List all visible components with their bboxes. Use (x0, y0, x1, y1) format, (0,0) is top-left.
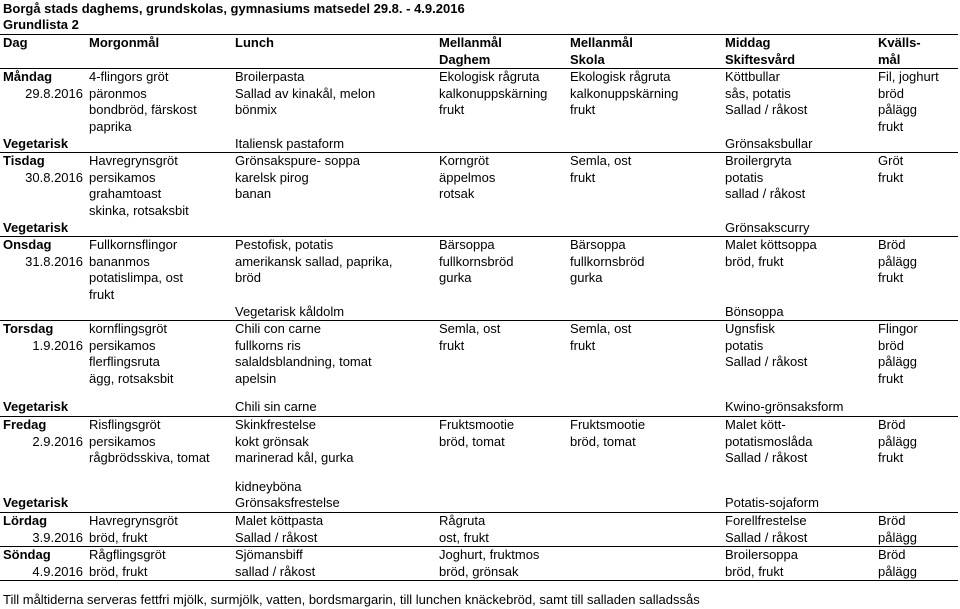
menu-cell (875, 304, 958, 321)
day-cell (0, 203, 86, 220)
menu-cell: frukt (570, 337, 596, 353)
menu-cell: päronmos (89, 85, 147, 101)
menu-cell: bondbröd, färskost (89, 102, 197, 118)
menu-cell: Malet kött- (722, 417, 875, 434)
menu-cell (567, 304, 722, 321)
header-mellanmal-skola: Mellanmål (567, 35, 722, 52)
menu-cell: bröd, frukt (89, 529, 148, 545)
day-cell: 30.8.2016 (25, 169, 83, 185)
menu-row (0, 338, 958, 355)
day-cell: Vegetarisk (3, 399, 69, 415)
menu-cell: frukt (878, 450, 904, 466)
menu-cell (436, 203, 567, 220)
menu-cell: Ekologisk rågruta (436, 69, 567, 86)
menu-cell (86, 479, 232, 496)
menu-cell: Rågruta (436, 513, 567, 530)
menu-row (0, 547, 958, 564)
menu-cell (567, 119, 722, 136)
menu-cell (722, 287, 875, 304)
menu-cell: Forellfrestelse (722, 513, 875, 530)
menu-cell: bönmix (235, 102, 277, 118)
spacer-row (0, 467, 958, 479)
day-cell: Söndag (0, 547, 86, 564)
menu-cell: grahamtoast (89, 186, 162, 202)
menu-cell (722, 119, 875, 136)
day-cell: 29.8.2016 (25, 85, 83, 101)
header-mal: mål (878, 51, 901, 67)
menu-cell: Pestofisk, potatis (232, 237, 436, 254)
menu-cell: Malet köttsoppa (722, 237, 875, 254)
menu-cell: pålägg (875, 564, 958, 581)
menu-row (0, 136, 958, 153)
menu-cell: Bröd (875, 547, 958, 564)
menu-cell: pålägg (878, 529, 918, 545)
header-kvall: Kvälls- (875, 35, 958, 52)
menu-cell: Grönsakscurry (725, 219, 810, 235)
menu-cell (567, 450, 722, 467)
menu-cell: kidneyböna (235, 478, 302, 494)
menu-row (0, 371, 958, 388)
menu-cell: frukt (439, 337, 465, 353)
menu-row (0, 102, 958, 119)
menu-cell: Bröd (875, 513, 958, 530)
menu-cell: apelsin (235, 370, 277, 386)
menu-cell (722, 479, 875, 496)
menu-cell: Köttbullar (722, 69, 875, 86)
menu-cell (436, 371, 567, 388)
menu-cell: bröd, frukt (725, 253, 784, 269)
day-cell: Onsdag (0, 237, 86, 254)
menu-cell: kalkonuppskärning (439, 85, 548, 101)
menu-cell: persikamos (89, 169, 156, 185)
day-cell (0, 354, 86, 371)
menu-cell (567, 186, 722, 203)
menu-cell: Italiensk pastaform (235, 135, 345, 151)
day-cell: 31.8.2016 (25, 253, 83, 269)
menu-cell: Broilerpasta (232, 69, 436, 86)
menu-cell (875, 186, 958, 203)
menu-cell: pålägg (878, 354, 918, 370)
menu-cell: persikamos (89, 337, 156, 353)
menu-cell: flerflingsruta (89, 354, 160, 370)
menu-row (0, 321, 958, 338)
day-cell: 2.9.2016 (32, 433, 83, 449)
menu-row (0, 479, 958, 496)
menu-cell: fullkorns ris (235, 337, 301, 353)
menu-row (0, 399, 958, 416)
menu-cell: Havregrynsgröt (86, 153, 232, 170)
menu-cell: Broilergryta (722, 153, 875, 170)
menu-cell: frukt (878, 169, 904, 185)
menu-cell (567, 479, 722, 496)
menu-row (0, 270, 958, 287)
menu-cell (436, 354, 567, 371)
day-cell: Tisdag (0, 153, 86, 170)
menu-cell (722, 371, 875, 388)
day-cell: Vegetarisk (3, 495, 69, 511)
day-cell: Lördag (0, 513, 86, 530)
menu-cell: frukt (89, 286, 115, 302)
menu-cell (86, 304, 232, 321)
header-lunch: Lunch (232, 35, 436, 52)
menu-cell: skinka, rotsaksbit (89, 202, 189, 218)
spacer-row (0, 387, 958, 399)
menu-cell: 4-flingors gröt (86, 69, 232, 86)
menu-cell: Bärsoppa (436, 237, 567, 254)
menu-cell: Joghurt, fruktmos (436, 547, 567, 564)
menu-cell: frukt (570, 102, 596, 118)
menu-cell: Grönsaksfrestelse (235, 495, 340, 511)
menu-cell: Sallad / råkost (725, 450, 808, 466)
menu-cell (436, 287, 567, 304)
menu-cell: karelsk pirog (235, 169, 309, 185)
menu-cell: Sjömansbiff (232, 547, 436, 564)
day-cell: 4.9.2016 (0, 564, 86, 581)
menu-cell: Semla, ost (567, 153, 722, 170)
header-mellanmal-daghem: Mellanmål (436, 35, 567, 52)
day-cell (0, 102, 86, 119)
day-cell (0, 450, 86, 467)
menu-row (0, 186, 958, 203)
menu-cell: Skinkfrestelse (232, 417, 436, 434)
header-daghem: Daghem (439, 51, 491, 67)
day-cell (0, 479, 86, 496)
menu-table (0, 34, 958, 581)
menu-cell (86, 495, 232, 512)
day-cell: 3.9.2016 (32, 529, 83, 545)
menu-cell: bröd, grönsak (436, 564, 567, 581)
menu-cell: fullkornsbröd (439, 253, 514, 269)
menu-cell: paprika (89, 118, 132, 134)
menu-cell (436, 399, 567, 416)
page-subtitle: Grundlista 2 (3, 17, 79, 32)
header-row (0, 35, 958, 52)
menu-cell: Sallad / råkost (235, 529, 318, 545)
day-cell: Vegetarisk (3, 135, 69, 151)
menu-row (0, 170, 958, 187)
menu-cell (875, 203, 958, 220)
menu-cell: Bröd (875, 417, 958, 434)
menu-cell: Sallad / råkost (725, 529, 808, 545)
menu-cell: Bönsoppa (725, 303, 784, 319)
menu-cell: Fil, joghurt (875, 69, 958, 86)
menu-cell: äppelmos (439, 169, 496, 185)
menu-cell: pålägg (878, 102, 918, 118)
menu-cell (436, 119, 567, 136)
day-cell: 1.9.2016 (32, 337, 83, 353)
menu-cell: Bröd (875, 237, 958, 254)
menu-row (0, 530, 958, 547)
menu-cell: rotsak (439, 186, 475, 202)
menu-cell: banan (235, 186, 272, 202)
menu-cell (567, 530, 722, 547)
menu-cell: frukt (439, 102, 465, 118)
menu-cell (436, 495, 567, 512)
day-cell (0, 304, 86, 321)
day-cell (0, 287, 86, 304)
day-cell (0, 119, 86, 136)
menu-row (0, 86, 958, 103)
menu-cell (722, 270, 875, 287)
menu-cell: rågbrödsskiva, tomat (89, 450, 210, 466)
header-dag: Dag (0, 35, 86, 52)
menu-cell: Sallad av kinakål, melon (235, 85, 376, 101)
menu-cell: kalkonuppskärning (570, 85, 679, 101)
menu-cell: sås, potatis (725, 85, 791, 101)
menu-cell (232, 203, 436, 220)
menu-cell: Kwino-grönsaksform (725, 399, 844, 415)
menu-cell: kokt grönsak (235, 433, 309, 449)
menu-cell: ost, frukt (439, 529, 489, 545)
menu-cell (722, 203, 875, 220)
menu-cell: potatislimpa, ost (89, 270, 183, 286)
menu-cell: Ekologisk rågruta (567, 69, 722, 86)
header-morgon: Morgonmål (86, 35, 232, 52)
menu-cell (567, 287, 722, 304)
menu-row (0, 417, 958, 434)
menu-row (0, 434, 958, 451)
menu-cell: Sallad / råkost (725, 102, 808, 118)
menu-cell (567, 495, 722, 512)
menu-cell: Havregrynsgröt (86, 513, 232, 530)
menu-cell (436, 136, 567, 153)
menu-cell: frukt (878, 370, 904, 386)
menu-cell: kornflingsgröt (86, 321, 232, 338)
menu-cell (232, 119, 436, 136)
menu-cell (875, 287, 958, 304)
menu-row (0, 287, 958, 304)
menu-cell (436, 220, 567, 237)
menu-cell (436, 304, 567, 321)
menu-cell: bröd (878, 85, 905, 101)
menu-cell (232, 220, 436, 237)
menu-row (0, 119, 958, 136)
menu-cell: Flingor (875, 321, 958, 338)
menu-cell (86, 220, 232, 237)
menu-cell: fullkornsbröd (570, 253, 645, 269)
menu-cell: persikamos (89, 433, 156, 449)
header-row-2 (0, 52, 958, 69)
menu-cell: potatis (725, 169, 764, 185)
menu-row (0, 203, 958, 220)
menu-cell: Malet köttpasta (232, 513, 436, 530)
header-middag: Middag (722, 35, 875, 52)
menu-row (0, 513, 958, 530)
menu-cell: Potatis-sojaform (725, 495, 819, 511)
menu-cell (86, 399, 232, 416)
menu-cell: sallad / råkost (232, 564, 436, 581)
menu-cell (232, 287, 436, 304)
menu-cell: gurka (570, 270, 603, 286)
menu-cell (567, 203, 722, 220)
menu-cell: Fullkornsflingor (86, 237, 232, 254)
menu-cell: Chili con carne (232, 321, 436, 338)
menu-cell (875, 479, 958, 496)
menu-cell: gurka (439, 270, 472, 286)
menu-cell: Vegetarisk kåldolm (235, 303, 345, 319)
menu-cell (875, 220, 958, 237)
menu-cell: bröd, frukt (722, 564, 875, 581)
menu-row (0, 220, 958, 237)
menu-cell (875, 136, 958, 153)
menu-row (0, 564, 958, 581)
menu-cell: bröd (878, 337, 905, 353)
menu-cell: amerikansk sallad, paprika, (235, 253, 393, 269)
menu-cell: Semla, ost (567, 321, 722, 338)
menu-cell (875, 399, 958, 416)
menu-cell (436, 450, 567, 467)
menu-cell: bananmos (89, 253, 150, 269)
menu-row (0, 69, 958, 86)
menu-cell: potatismoslåda (725, 433, 813, 449)
menu-cell: frukt (878, 270, 904, 286)
header-skiftesvard: Skiftesvård (725, 51, 796, 67)
menu-cell: Bärsoppa (567, 237, 722, 254)
menu-row (0, 495, 958, 512)
menu-cell (567, 513, 722, 530)
menu-cell (436, 479, 567, 496)
menu-row (0, 304, 958, 321)
menu-cell (567, 399, 722, 416)
day-cell: Måndag (0, 69, 86, 86)
menu-cell: Rågflingsgröt (86, 547, 232, 564)
menu-cell (86, 136, 232, 153)
menu-cell: bröd, tomat (439, 433, 505, 449)
menu-cell: marinerad kål, gurka (235, 450, 354, 466)
menu-cell: Semla, ost (436, 321, 567, 338)
menu-cell: potatis (725, 337, 764, 353)
menu-cell: frukt (878, 118, 904, 134)
menu-cell (567, 564, 722, 581)
menu-cell: ägg, rotsaksbit (89, 370, 174, 386)
menu-row (0, 153, 958, 170)
menu-cell: Gröt (875, 153, 958, 170)
header-skola: Skola (570, 51, 605, 67)
menu-cell: bröd, tomat (570, 433, 636, 449)
menu-cell: pålägg (878, 433, 918, 449)
menu-cell: Fruktsmootie (567, 417, 722, 434)
menu-cell (875, 495, 958, 512)
menu-row (0, 450, 958, 467)
menu-cell: Sallad / råkost (725, 354, 808, 370)
day-cell: Vegetarisk (3, 219, 69, 235)
menu-cell: Ugnsfisk (722, 321, 875, 338)
menu-cell (567, 220, 722, 237)
footer-note: Till måltiderna serveras fettfri mjölk, surmjölk, vatten, bordsmargarin, till lunchen knäckebröd, samt till salladen salladssås (3, 592, 700, 607)
menu-row (0, 354, 958, 371)
menu-row (0, 237, 958, 254)
menu-cell: Korngröt (436, 153, 567, 170)
menu-cell: pålägg (878, 253, 918, 269)
menu-cell: Grönsaksbullar (725, 135, 813, 151)
menu-cell: bröd (235, 270, 262, 286)
menu-cell: salaldsblandning, tomat (235, 354, 372, 370)
menu-cell: Broilersoppa (722, 547, 875, 564)
day-cell: Torsdag (0, 321, 86, 338)
day-cell (0, 186, 86, 203)
menu-cell (567, 354, 722, 371)
menu-cell (567, 371, 722, 388)
menu-cell: Grönsakspure- soppa (232, 153, 436, 170)
menu-cell (567, 136, 722, 153)
menu-cell: Fruktsmootie (436, 417, 567, 434)
menu-cell: frukt (570, 169, 596, 185)
menu-cell: bröd, frukt (86, 564, 232, 581)
day-cell (0, 270, 86, 287)
menu-cell: Chili sin carne (235, 399, 317, 415)
menu-cell: sallad / råkost (725, 186, 806, 202)
menu-cell: Risflingsgröt (86, 417, 232, 434)
day-cell (0, 371, 86, 388)
page-title: Borgå stads daghems, grundskolas, gymnasiums matsedel 29.8. - 4.9.2016 (3, 1, 465, 16)
menu-cell (567, 547, 722, 564)
menu-row (0, 254, 958, 271)
day-cell: Fredag (0, 417, 86, 434)
